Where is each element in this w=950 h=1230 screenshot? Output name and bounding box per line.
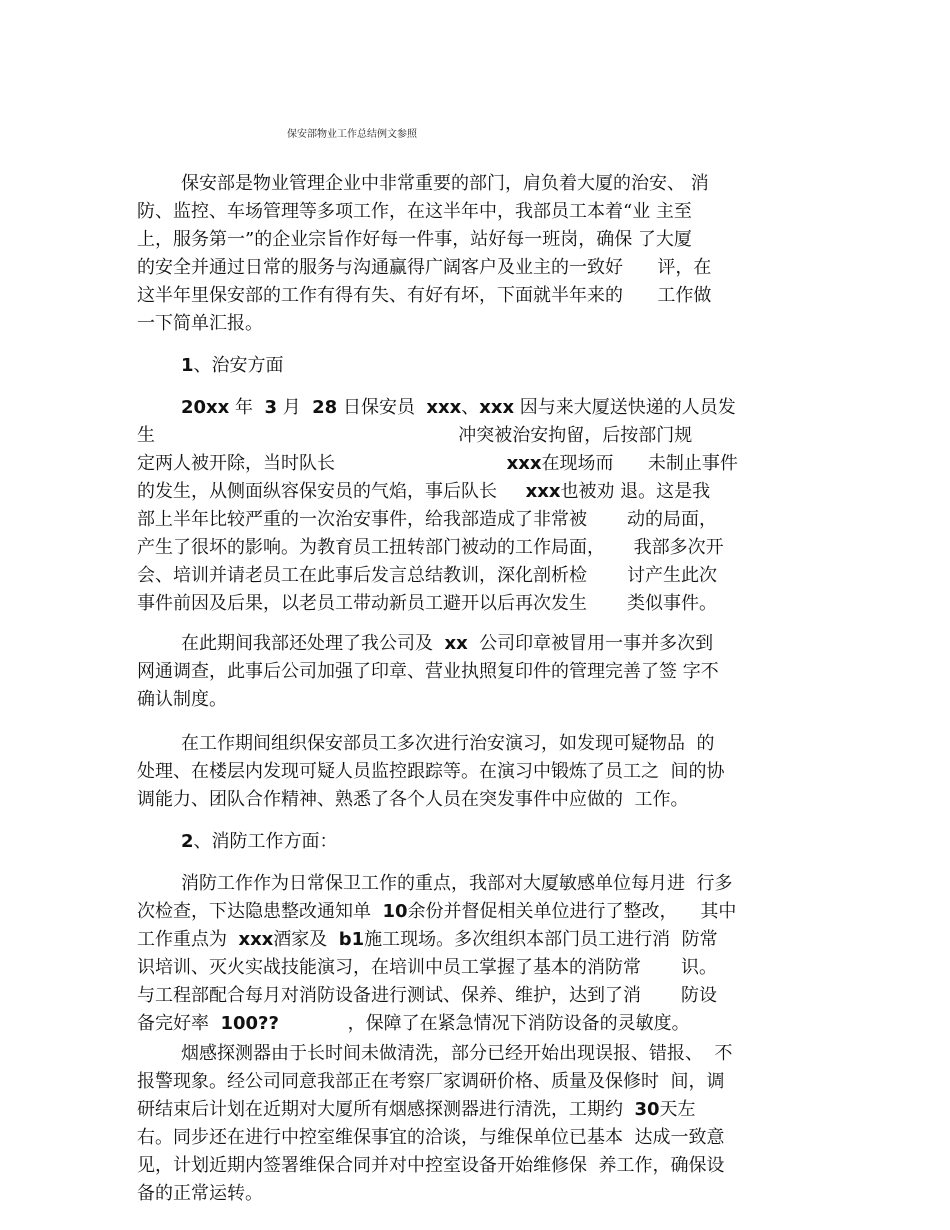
text-segment: ，保障了在紧急情况下消防设备的灵敏度。	[278, 1013, 690, 1034]
text-segment: 报警现象。经公司同意我部正在考察厂家调研价格、质量及保修时 间，调	[137, 1071, 725, 1092]
text-segment: 网通调查，此事后公司加强了印章、营业执照复印件的管理完善了签 字不	[137, 661, 719, 682]
text-line	[137, 661, 719, 683]
bold-term: 28	[312, 397, 338, 418]
text-segment: 月	[276, 397, 313, 418]
text-segment: 右。同步还在进行中控室维保事宜的洽谈，与维保单位已基本 达成一致意	[137, 1127, 725, 1148]
bold-term: 10	[382, 901, 408, 922]
text-segment: 会、培训并请老员工在此事后发言总结教训，深化剖析检 讨产生此次	[137, 565, 718, 586]
text-segment: 消防工作作为日常保卫工作的重点，我部对大厦敏感单位每月进 行多	[181, 873, 733, 894]
text-line	[137, 761, 724, 783]
text-line	[137, 257, 711, 279]
text-segment: 调能力、团队合作精神、熟悉了各个人员在突发事件中应做的 工作。	[137, 789, 689, 810]
text-segment: 生 冲突被治安拘留，后按部门规	[137, 425, 693, 446]
text-segment: 处理、在楼层内发现可疑人员监控跟踪等。在演习中锻炼了员工之 间的协	[137, 761, 725, 782]
text-line	[137, 565, 717, 587]
text-line	[181, 397, 736, 419]
text-segment: 事件前因及后果，以老员工带动新员工避开以后再次发生 类似事件。	[137, 593, 718, 614]
text-segment: 研结束后计划在近期对大厦所有烟感探测器进行清洗，工期约	[137, 1099, 635, 1120]
text-segment: 备完好率	[137, 1013, 221, 1034]
text-line	[137, 901, 736, 923]
text-segment: 在工作期间组织保安部员工多次进行治安演习，如发现可疑物品 的	[181, 733, 715, 754]
text-segment: 确认制度。	[137, 689, 227, 710]
text-segment: 、消防工作方面：	[193, 831, 338, 852]
bold-term: xxx	[479, 397, 515, 418]
text-segment: 因与来大厦送快递的人员发	[514, 397, 736, 418]
document-title: 保安部物业工作总结例文参照	[287, 129, 417, 140]
text-line	[181, 173, 709, 195]
bold-term: 20xx	[181, 397, 230, 418]
bold-term: xxx	[238, 929, 274, 950]
text-line	[137, 1071, 724, 1093]
bold-term: 1	[181, 355, 194, 376]
text-segment: 定两人被开除，当时队长	[137, 453, 507, 474]
text-segment: 一下简单汇报。	[137, 313, 263, 334]
text-line	[137, 201, 692, 223]
text-segment: 保安部是物业管理企业中非常重要的部门，肩负着大厦的治安、 消	[181, 173, 709, 194]
text-line	[137, 689, 227, 711]
text-line	[137, 481, 710, 503]
text-segment: 、	[461, 397, 480, 418]
text-segment: 余份并督促相关单位进行了整改， 其中	[407, 901, 737, 922]
text-line	[181, 831, 338, 853]
text-line	[137, 957, 717, 979]
text-segment: 部上半年比较严重的一次治安事件，给我部造成了非常被 动的局面，	[137, 509, 718, 530]
bold-term: xxx	[525, 481, 561, 502]
text-segment: 酒家及	[273, 929, 339, 950]
text-segment: 日保安员	[337, 397, 427, 418]
text-segment: 产生了很坏的影响。为教育员工扭转部门被动的工作局面， 我部多次开	[137, 537, 724, 558]
text-segment: 防、监控、车场管理等多项工作，在这半年中，我部员工本着“业 主至	[137, 201, 692, 222]
text-line	[137, 313, 263, 335]
bold-term: xxx	[426, 397, 462, 418]
text-segment: 也被劝 退。这是我	[560, 481, 711, 502]
text-segment: 天左	[659, 1099, 696, 1120]
text-segment: 的安全并通过日常的服务与沟通赢得广阔客户及业主的一致好 评，在	[137, 257, 712, 278]
text-segment: 施工现场。多次组织本部门员工进行消 防常	[364, 929, 718, 950]
text-segment: 备的正常运转。	[137, 1183, 263, 1204]
text-segment: 的发生，从侧面纵容保安员的气焰，事后队长	[137, 481, 526, 502]
text-line	[181, 733, 714, 755]
text-segment: 烟感探测器由于长时间未做清洗，部分已经开始出现误报、错报、 不	[181, 1043, 733, 1064]
text-line	[137, 1013, 690, 1035]
text-segment: 识培训、灭火实战技能演习，在培训中员工掌握了基本的消防常 识。	[137, 957, 718, 978]
text-segment: 次检查，下达隐患整改通知单	[137, 901, 383, 922]
text-line	[137, 229, 692, 251]
bold-term: xx	[444, 633, 468, 654]
text-segment: 这半年里保安部的工作有得有失、有好有坏，下面就半年来的 工作做	[137, 285, 712, 306]
text-segment: 工作重点为	[137, 929, 239, 950]
text-line	[137, 985, 717, 1007]
text-segment: 见，计划近期内签署维保合同并对中控室设备开始维修保 养工作，确保设	[137, 1155, 725, 1176]
text-segment: 在现场而 未制止事件	[541, 453, 738, 474]
text-line	[137, 593, 717, 615]
text-segment: 上，服务第一”的企业宗旨作好每一件事，站好每一班岗，确保 了大厦	[137, 229, 692, 250]
text-line	[181, 355, 284, 377]
bold-term: 2	[181, 831, 194, 852]
text-line	[137, 929, 718, 951]
bold-term: xxx	[506, 453, 542, 474]
text-line	[137, 509, 717, 531]
text-line	[137, 1099, 696, 1121]
text-line	[137, 1155, 724, 1177]
text-segment: 在此期间我部还处理了我公司及	[181, 633, 445, 654]
text-line	[181, 633, 713, 655]
text-segment: 年	[229, 397, 265, 418]
text-line	[137, 285, 711, 307]
bold-term: b1	[338, 929, 365, 950]
text-line	[181, 873, 732, 895]
bold-term: 30	[634, 1099, 660, 1120]
text-line	[137, 537, 724, 559]
text-segment: 与工程部配合每月对消防设备进行测试、保养、维护，达到了消 防设	[137, 985, 718, 1006]
bold-term: 3	[264, 397, 277, 418]
text-segment: 、治安方面	[193, 355, 284, 376]
text-segment: 公司印章被冒用一事并多次到	[467, 633, 714, 654]
bold-term: 100??	[220, 1013, 279, 1034]
text-line	[137, 1127, 724, 1149]
text-line	[137, 789, 688, 811]
text-line	[137, 1183, 263, 1205]
text-line	[137, 425, 692, 447]
text-line	[181, 1043, 732, 1065]
text-line	[137, 453, 738, 475]
